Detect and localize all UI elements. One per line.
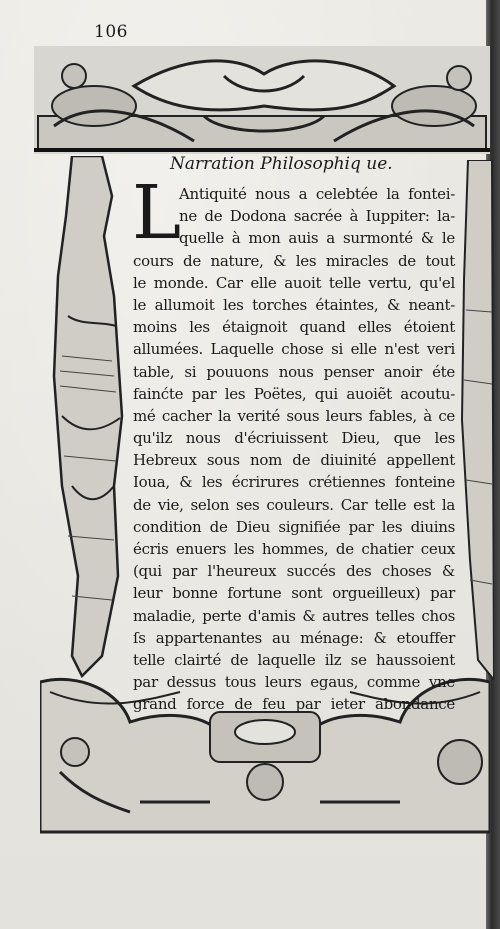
- text-line: fainćte par les Poëtes, qui auoiẽt acoutu-: [133, 384, 455, 403]
- text-line: ne de Dodona sacrée à Iuppiter: la-: [179, 207, 455, 226]
- top-ornament-woodcut: [34, 46, 490, 154]
- text-line: grand force de feu par ieter abondance: [133, 695, 455, 714]
- page-number: 106: [94, 22, 128, 42]
- text-line: le allumoit les torches étaintes, & neant-: [133, 295, 455, 314]
- body-text: [133, 183, 455, 716]
- left-statue-figure: [42, 156, 132, 686]
- text-line: Antiquité nous a celebtée la fontei-: [179, 185, 455, 203]
- text-line: Ioua, & les écrirures crétiennes fonteine: [133, 473, 455, 492]
- drop-cap-letter: L: [132, 170, 182, 256]
- section-heading: Narration Philosophiq ue.: [170, 154, 393, 174]
- text-line: mé cacher la verité sous leurs fables, à ce: [133, 406, 455, 425]
- text-line: Hebreux sous nom de diuinité appellent: [133, 451, 455, 470]
- text-line: écris enuers les hommes, de chatier ceux: [133, 540, 455, 558]
- text-line: le monde. Car elle auoit telle vertu, qu'el: [133, 273, 455, 292]
- text-line: condition de Dieu signifiée par les diuins: [133, 517, 455, 536]
- text-line: telle clairté de laquelle ilz se haussoient: [133, 650, 455, 669]
- right-statue-figure: [458, 160, 494, 680]
- text-line: leur bonne fortune sont orgueilleux) par: [133, 584, 455, 603]
- text-line: par dessus tous leurs egaus, comme vne: [133, 673, 455, 692]
- text-line: moins les étaignoit quand elles étoient: [133, 318, 455, 337]
- text-line: ſs appartenantes au ménage: & etouffer: [133, 628, 455, 647]
- text-line: maladie, perte d'amis & autres telles chos: [133, 606, 455, 625]
- text-line: qu'ilz nous d'écriuissent Dieu, que les: [133, 429, 455, 448]
- text-line: allumées. Laquelle chose si elle n'est veri: [133, 340, 455, 359]
- text-line: (qui par l'heureux succés des choses &: [133, 562, 455, 581]
- text-line: table, si pouuons nous penser anoir éte: [133, 362, 455, 381]
- text-line: cours de nature, & les miracles de tout: [133, 251, 455, 270]
- text-line: quelle à mon auis a surmonté & le: [179, 229, 455, 248]
- text-line: de vie, selon ses couleurs. Car telle est la: [133, 495, 455, 514]
